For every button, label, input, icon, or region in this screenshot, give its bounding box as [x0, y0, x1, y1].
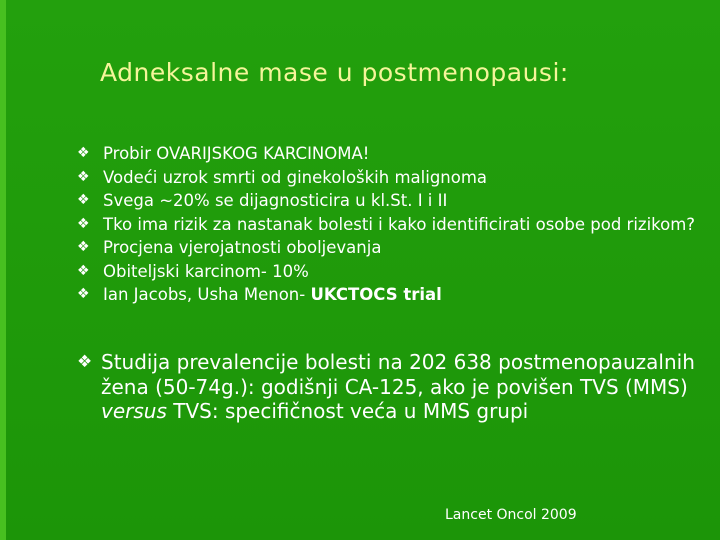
- diamond-bullet-icon: ❖: [77, 145, 90, 161]
- diamond-bullet-icon: ❖: [77, 262, 90, 279]
- bullet-list: [77, 142, 697, 307]
- bullet-item: [77, 236, 697, 260]
- bullet-text: Obiteljski karcinom- 10%: [103, 261, 309, 281]
- bullet-item: [77, 142, 697, 166]
- diamond-bullet-icon: ❖: [77, 352, 93, 372]
- bullet-item: [77, 213, 697, 237]
- bullet-text: Vodeći uzrok smrti od ginekoloških malignoma: [103, 167, 488, 187]
- bullet-item: [77, 189, 697, 213]
- bullet-text: Probir OVARIJSKOG KARCINOMA!: [103, 144, 370, 163]
- main-bullet-italic: versus: [101, 399, 167, 423]
- bullet-item: [77, 283, 697, 307]
- bullet-text-prefix: Ian Jacobs, Usha Menon-: [103, 285, 311, 304]
- left-accent-bar: [0, 0, 6, 540]
- diamond-bullet-icon: ❖: [77, 239, 90, 255]
- bullet-text: Tko ima rizik za nastanak bolesti i kako identificirati osobe pod rizikom?: [103, 214, 696, 234]
- diamond-bullet-icon: ❖: [77, 215, 90, 232]
- bullet-item: [77, 166, 697, 190]
- diamond-bullet-icon: ❖: [77, 286, 90, 302]
- main-bullet: [77, 350, 707, 424]
- trial-name: UKCTOCS trial: [310, 285, 442, 304]
- main-bullet-text-2: TVS: specifičnost veća u MMS grupi: [166, 399, 529, 423]
- main-bullet-text-1: Studija prevalencije bolesti na 202 638 postmenopauzalnih žena (50-74g.): godišnji CA-125, ako je povišen TVS (MMS): [101, 350, 695, 399]
- bullet-text: Svega ~20% se dijagnosticira u kl.St. I i II: [103, 191, 448, 210]
- bullet-item: [77, 260, 697, 284]
- slide-title: Adneksalne mase u postmenopausi:: [100, 58, 569, 87]
- diamond-bullet-icon: ❖: [77, 192, 90, 208]
- citation: Lancet Oncol 2009: [445, 507, 577, 523]
- diamond-bullet-icon: ❖: [77, 168, 90, 185]
- bullet-text: Procjena vjerojatnosti oboljevanja: [103, 238, 382, 257]
